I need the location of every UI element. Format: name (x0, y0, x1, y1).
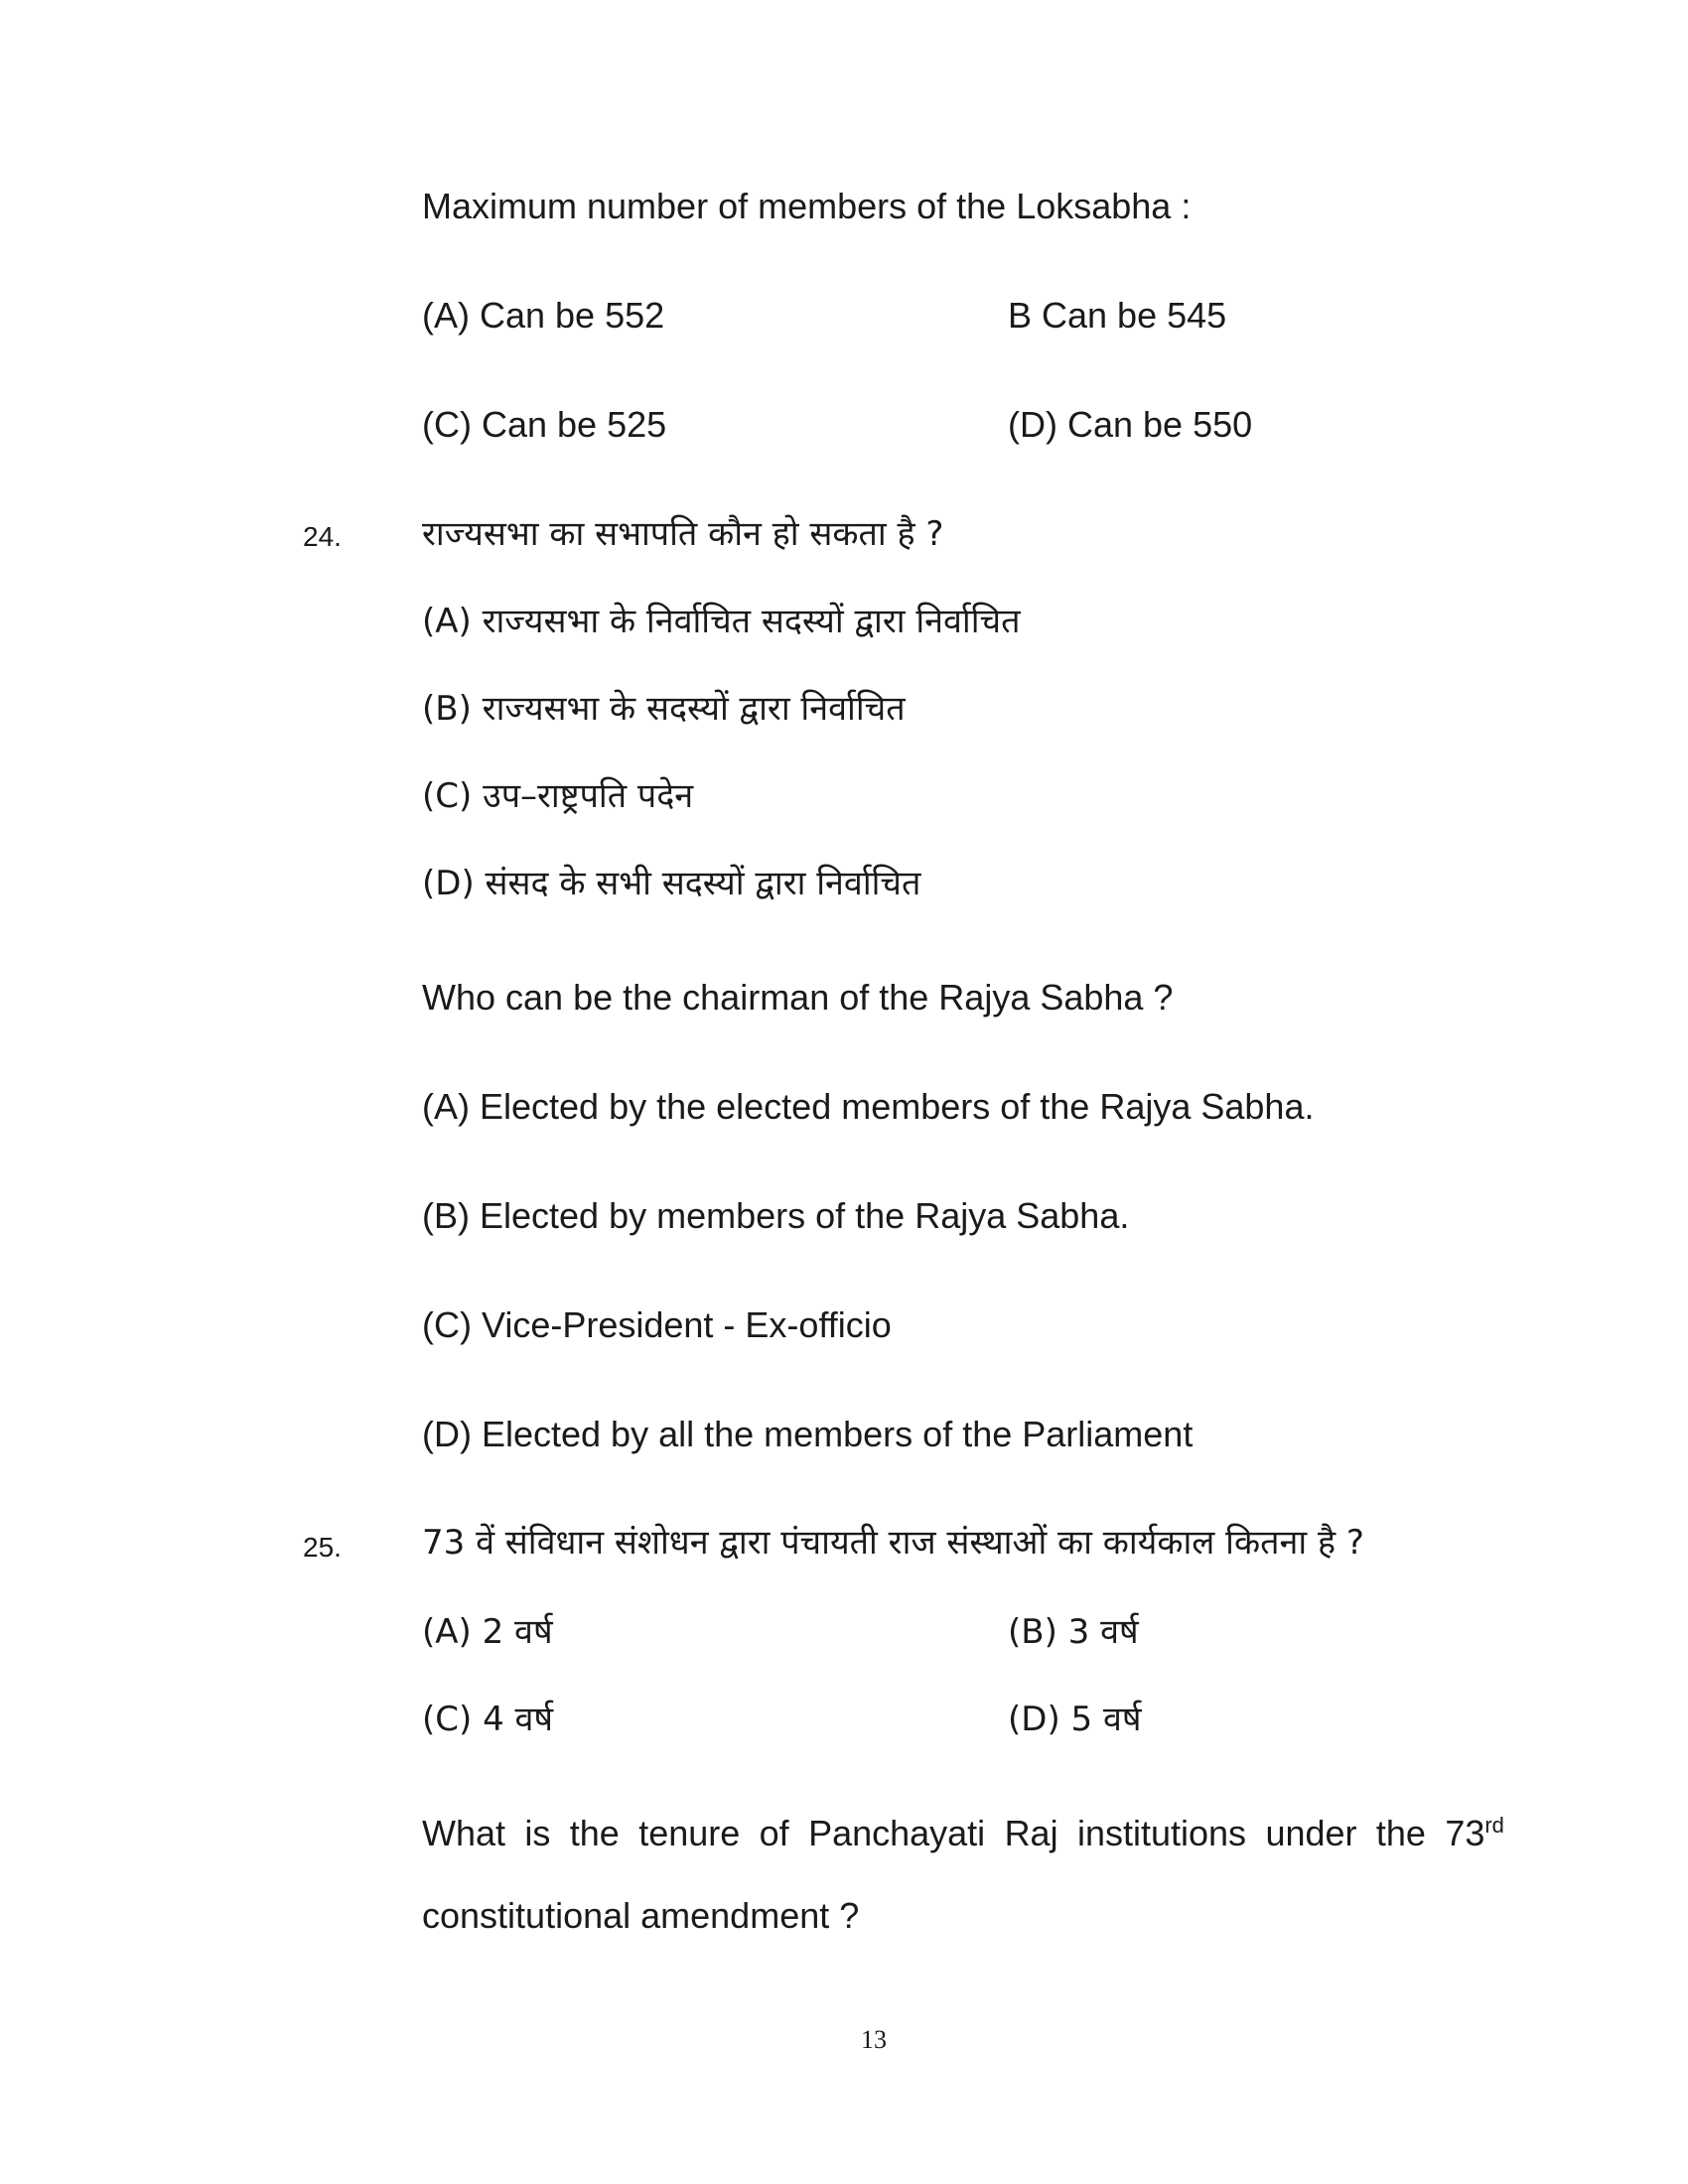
q24-option-a-en: (A) Elected by the elected members of the Rajya Sabha. (422, 1086, 1315, 1127)
q25-word: the (569, 1813, 620, 1853)
q24-option-d-hi: (D) संसद के सभी सदस्यों द्वारा निर्वाचित (422, 864, 921, 903)
q24-option-d-en: (D) Elected by all the members of the Parliament (422, 1414, 1194, 1454)
q25-ordinal (1445, 1812, 1504, 1855)
q25-option-a-hi: (A) 2 वर्ष (422, 1612, 553, 1652)
q24-option-c-en: (C) Vice-President - Ex-officio (422, 1304, 892, 1345)
q25-option-b-hi: (B) 3 वर्ष (1008, 1612, 1139, 1652)
q23-option-d: (D) Can be 550 (1008, 404, 1253, 445)
q25-question-en-line1 (422, 1812, 1504, 1855)
q25-word: tenure (638, 1813, 741, 1853)
q23-option-b: B Can be 545 (1008, 295, 1227, 336)
q24-number: 24. (303, 521, 342, 552)
q25-question-en-line2: constitutional amendment ? (422, 1895, 860, 1936)
q24-option-a-hi: (A) राज्यसभा के निर्वाचित सदस्यों द्वारा निर्वाचित (422, 602, 1021, 641)
q25-word: under (1265, 1813, 1357, 1853)
q23-option-a: (A) Can be 552 (422, 295, 665, 336)
q25-option-c-hi: (C) 4 वर्ष (422, 1700, 554, 1739)
q24-option-c-hi: (C) उप–राष्ट्रपति पदेन (422, 776, 694, 816)
q24-question-hi: राज्यसभा का सभापति कौन हो सकता है ? (422, 514, 944, 554)
q24-option-b-en: (B) Elected by members of the Rajya Sabha. (422, 1195, 1130, 1236)
q25-word: Panchayati (808, 1813, 986, 1853)
page-number: 13 (861, 2025, 887, 2054)
q25-option-d-hi: (D) 5 वर्ष (1008, 1700, 1142, 1739)
q25-ordinal-suffix: rd (1484, 1813, 1504, 1838)
q25-number: 25. (303, 1532, 342, 1563)
q25-word: Raj (1004, 1813, 1058, 1853)
q25-ordinal-number: 73 (1445, 1813, 1485, 1853)
q25-word: of (759, 1813, 789, 1853)
q23-option-c: (C) Can be 525 (422, 404, 667, 445)
q24-question-en: Who can be the chairman of the Rajya Sabha ? (422, 977, 1174, 1018)
q25-word: the (1375, 1813, 1426, 1853)
q24-option-b-hi: (B) राज्यसभा के सदस्यों द्वारा निर्वाचित (422, 689, 906, 729)
q25-word: is (524, 1813, 551, 1853)
q25-word: institutions (1076, 1813, 1247, 1853)
q25-question-hi: 73 वें संविधान संशोधन द्वारा पंचायती राज संस्थाओं का कार्यकाल कितना है ? (422, 1523, 1364, 1563)
q25-word: What (422, 1813, 506, 1853)
q23-question-en: Maximum number of members of the Loksabha : (422, 186, 1192, 226)
